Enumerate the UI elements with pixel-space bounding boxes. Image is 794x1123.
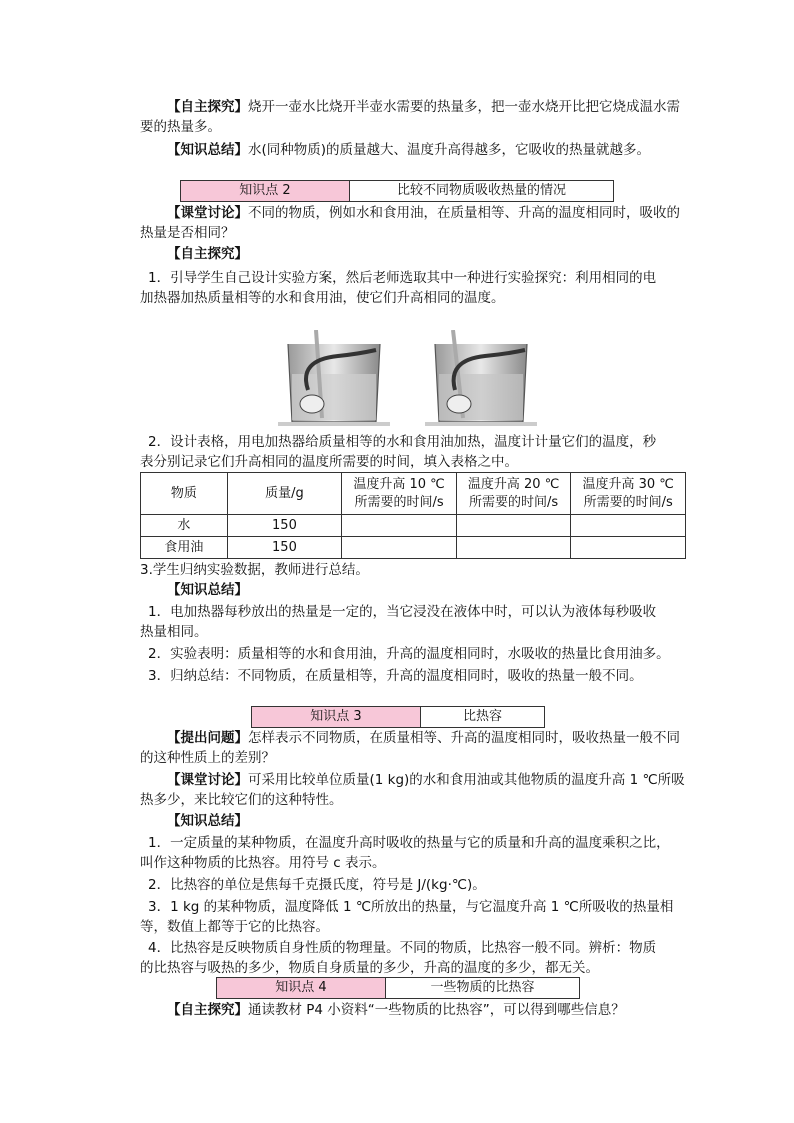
explore-text: 烧开一壶水比烧开半壶水需要的热量多，把一壶水烧开比把它烧成温水需 — [248, 99, 680, 115]
header-20c: 温度升高 20 ℃ 所需要的时间/s — [456, 473, 571, 515]
kp3-title: 比热容 — [421, 707, 544, 727]
summary-paragraph-1: 【知识总结】水(同种物质)的质量越大、温度升高得越多，它吸收的热量就越多。 — [167, 142, 651, 158]
cell-empty — [342, 537, 457, 559]
kp2-title: 比较不同物质吸收热量的情况 — [350, 181, 613, 201]
explore-paragraph-1b: 要的热量多。 — [140, 119, 221, 135]
question-paragraph-3: 【提出问题】怎样表示不同物质，在质量相等、升高的温度相同时，吸收热量一般不同 — [167, 730, 680, 746]
step-1: 1．引导学生自己设计实验方案，然后老师选取其中一种进行实验探究：利用相同的电 — [148, 270, 657, 286]
summary-3-item-1: 1．一定质量的某种物质，在温度升高时吸收的热量与它的质量和升高的温度乘积之比， — [148, 835, 670, 851]
experiment-table — [140, 472, 686, 559]
step-3: 3.学生归纳实验数据，教师进行总结。 — [140, 562, 369, 578]
summary-3-item-2: 2．比热容的单位是焦每千克摄氏度，符号是 J/(kg·℃)。 — [148, 877, 486, 893]
summary-3-item-1b: 叫作这种物质的比热容。用符号 c 表示。 — [140, 855, 386, 871]
summary-2-item-1b: 热量相同。 — [140, 624, 208, 640]
summary-2-item-3: 3．归纳总结：不同物质，在质量相等，升高的温度相同时，吸收的热量一般不同。 — [148, 668, 643, 684]
header-30c: 温度升高 30 ℃ 所需要的时间/s — [571, 473, 686, 515]
discuss-paragraph-3: 【课堂讨论】可采用比较单位质量(1 kg)的水和食用油或其他物质的温度升高 1 ℃所吸 — [167, 772, 685, 788]
summary-tag: 【知识总结】 — [167, 142, 248, 158]
cell-empty — [342, 515, 457, 537]
cell-empty — [571, 537, 686, 559]
cell-empty — [456, 537, 571, 559]
summary-3-item-4b: 的比热容与吸热的多少，物质自身质量的多少，升高的温度的多少，都无关。 — [140, 960, 599, 976]
question-paragraph-3b: 的这种性质上的差别？ — [140, 750, 275, 766]
header-mass: 质量/g — [227, 473, 342, 515]
knowledge-point-3-header — [251, 706, 545, 728]
kp4-title: 一些物质的比热容 — [386, 978, 579, 998]
summary-2-item-1: 1．电加热器每秒放出的热量是一定的，当它浸没在液体中时，可以认为液体每秒吸收 — [148, 604, 657, 620]
explore-tag-2: 【自主探究】 — [167, 246, 248, 262]
knowledge-point-2-header — [180, 180, 614, 202]
explore-tag: 【自主探究】 — [167, 99, 248, 115]
discuss-paragraph-2b: 热量是否相同？ — [140, 225, 235, 241]
table-header-row — [141, 473, 686, 515]
summary-3-item-4: 4．比热容是反映物质自身性质的物理量。不同的物质，比热容一般不同。辨析：物质 — [148, 940, 657, 956]
kp3-label: 知识点 3 — [252, 707, 421, 727]
kp4-label: 知识点 4 — [217, 978, 386, 998]
cell-empty — [456, 515, 571, 537]
summary-tag-2: 【知识总结】 — [167, 582, 248, 598]
cell-empty — [571, 515, 686, 537]
cell-substance: 食用油 — [141, 537, 228, 559]
discuss-paragraph-2: 【课堂讨论】不同的物质，例如水和食用油，在质量相等、升高的温度相同时，吸收的 — [167, 205, 680, 221]
summary-3-item-3b: 等，数值上都等于它的比热容。 — [140, 919, 329, 935]
table-row — [141, 537, 686, 559]
cell-mass: 150 — [227, 515, 342, 537]
summary-3-item-3: 3．1 kg 的某种物质，温度降低 1 ℃所放出的热量，与它温度升高 1 ℃所吸收的热量相 — [148, 899, 674, 915]
cell-mass: 150 — [227, 537, 342, 559]
summary-2-item-2: 2．实验表明：质量相等的水和食用油，升高的温度相同时，水吸收的热量比食用油多。 — [148, 646, 670, 662]
knowledge-point-4-header — [216, 977, 580, 999]
discuss-paragraph-3b: 热多少，来比较它们的这种特性。 — [140, 792, 343, 808]
explore-paragraph-1 — [140, 97, 680, 117]
step-2b: 表分别记录它们升高相同的温度所需要的时间，填入表格之中。 — [140, 454, 518, 470]
summary-tag-3: 【知识总结】 — [167, 813, 248, 829]
explore-paragraph-4: 【自主探究】通读教材 P4 小资料“一些物质的比热容”，可以得到哪些信息？ — [167, 1002, 625, 1018]
cell-substance: 水 — [141, 515, 228, 537]
step-1b: 加热器加热质量相等的水和食用油，使它们升高相同的温度。 — [140, 290, 505, 306]
beaker-water-figure — [278, 330, 390, 426]
beaker-oil-figure — [425, 330, 537, 426]
header-10c: 温度升高 10 ℃ 所需要的时间/s — [342, 473, 457, 515]
step-2: 2．设计表格，用电加热器给质量相等的水和食用油加热，温度计计量它们的温度，秒 — [148, 434, 657, 450]
header-substance: 物质 — [141, 473, 228, 515]
kp2-label: 知识点 2 — [181, 181, 350, 201]
table-row — [141, 515, 686, 537]
